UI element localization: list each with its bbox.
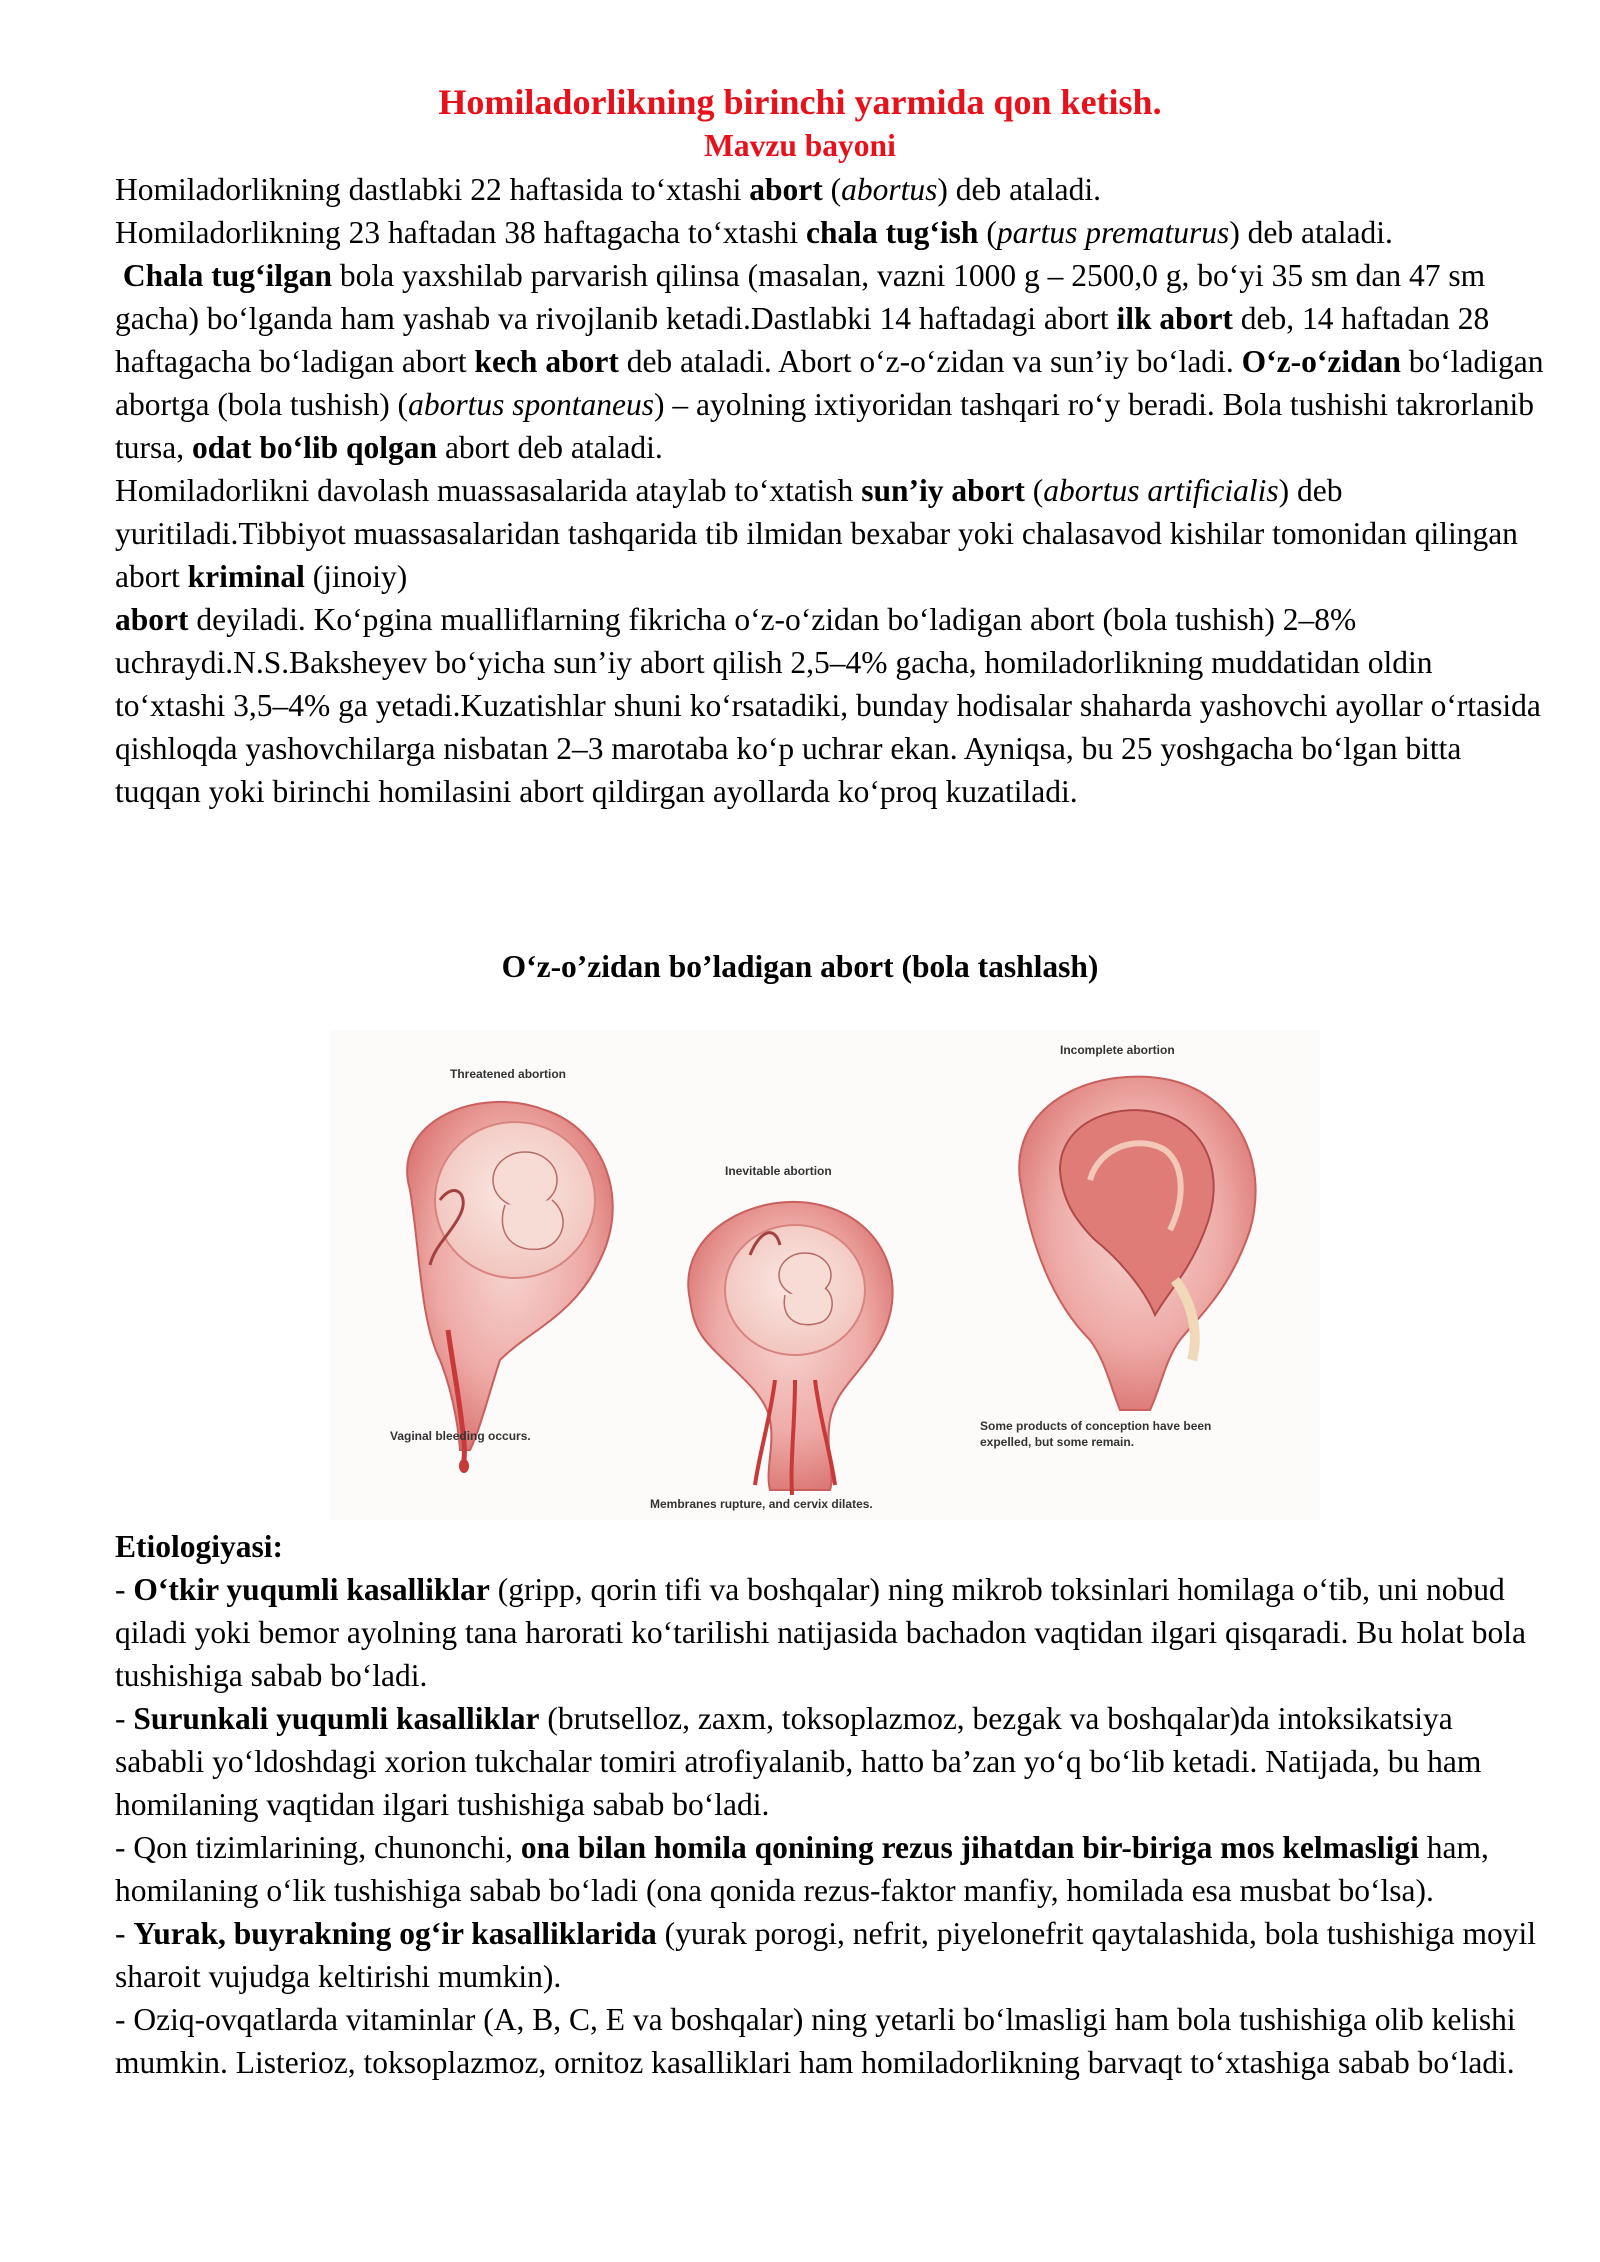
etiology-heading <box>115 1525 1545 1568</box>
text-run: (jinoiy) <box>304 559 408 594</box>
abortion-stages-figure <box>330 1030 1320 1520</box>
text-run: bo‘ladigan abortga (bola tushish) ( <box>115 344 1544 422</box>
text-run: ) deb yuritiladi.Tibbiyot muassasalaridan tashqarida tib ilmidan bexabar yoki chalasavod kishilar tomonidan qilingan abort <box>115 473 1518 594</box>
incomplete-title: Incomplete abortion <box>1060 1043 1175 1057</box>
text-run: - <box>115 1701 134 1736</box>
section-heading: O‘z-o’zidan bo’ladigan abort (bola tashlash) <box>501 949 1099 984</box>
term-otkir-yuqumli: O‘tkir yuqumli kasalliklar <box>133 1572 490 1607</box>
etiology-section <box>115 1525 1545 2084</box>
term-yurak-buyrak: Yurak, buyrakning og‘ir kasalliklarida <box>133 1916 657 1951</box>
paragraph-artificial-abort <box>115 469 1545 598</box>
text-run: Homiladorlikni davolash muassasalarida ataylab to‘xtatish <box>115 473 862 508</box>
fetus-body <box>502 1200 563 1249</box>
text-run: ) – ayolning ixtiyoridan tashqari ro‘y beradi. Bola tushishi takrorlanib tursa, <box>115 387 1535 465</box>
text-run: ham, homilaning o‘lik tushishiga sabab bo‘ladi (ona qonida rezus-faktor manfiy, homilada esa musbat bo‘lsa). <box>115 1830 1489 1908</box>
term-surunkali-yuqumli: Surunkali yuqumli kasalliklar <box>133 1701 540 1736</box>
term-ilk-abort: ilk abort <box>1116 301 1233 336</box>
blood-drop <box>459 1459 469 1473</box>
text-run: deb, 14 haftadan 28 haftagacha bo‘ladigan abort <box>115 301 1490 379</box>
text-run: ( <box>978 215 997 250</box>
text-run: ) deb ataladi. <box>1229 215 1393 250</box>
figure-svg <box>330 1030 1320 1520</box>
incomplete-abortion-panel <box>980 1043 1256 1449</box>
incomplete-caption-line-2: expelled, but some remain. <box>980 1435 1135 1449</box>
inevitable-abortion-panel <box>650 1164 893 1511</box>
paragraph-statistics <box>115 598 1545 813</box>
threatened-abortion-panel <box>390 1067 613 1473</box>
etiology-item-vitamins: - Oziq-ovqatlarda vitaminlar (A, B, C, E va boshqalar) ning yetarli bo‘lmasligi ham bola tushishiga olib kelishi mumkin. Listerioz, toksoplazmoz, ornitoz kasalliklari ham homiladorlikning barvaqt to‘xtashiga sabab bo‘ladi. <box>115 2002 1516 2080</box>
text-run: Homiladorlikning dastlabki 22 haftasida to‘xtashi <box>115 172 750 207</box>
etiology-item-heart-kidney <box>115 1912 1545 1998</box>
term-abort: abort <box>749 172 823 207</box>
term-partus-prematurus: partus prematurus <box>996 215 1230 250</box>
text-run: Homiladorlikning 23 haftadan 38 haftagacha to‘xtashi <box>115 215 807 250</box>
page-title: Homiladorlikning birinchi yarmida qon ketish. <box>438 82 1162 122</box>
text-run: ( <box>822 172 842 207</box>
term-oz-ozidan: O‘z-o‘zidan <box>1241 344 1401 379</box>
text-run: - Qon tizimlarining, chunonchi, <box>115 1830 521 1865</box>
term-chala-tugilgan: Chala tug‘ilgan <box>122 258 333 293</box>
text-run: (brutselloz, zaxm, toksoplazmoz, bezgak va boshqalar)da intoksikatsiya sababli yo‘ldoshdagi xorion tukchalar tomiri atrofiyalanib, hatto ba’zan yo‘q bo‘lib ketadi. Natijada, bu ham homilaning vaqtidan ilgari tushishiga sabab bo‘ladi. <box>115 1701 1482 1822</box>
term-kriminal: kriminal <box>187 559 305 594</box>
term-abortus-artificialis: abortus artificialis <box>1043 473 1279 508</box>
paragraph-premature-birth <box>115 211 1545 254</box>
incomplete-caption-line-1: Some products of conception have been <box>980 1419 1212 1433</box>
text-run: - <box>115 1916 134 1951</box>
term-abortus-spontaneus: abortus spontaneus <box>408 387 654 422</box>
etiology-item-acute-infections <box>115 1568 1545 1697</box>
term-chala-tugish: chala tug‘ish <box>806 215 979 250</box>
etiology-item-chronic-infections <box>115 1697 1545 1826</box>
inevitable-title: Inevitable abortion <box>725 1164 832 1178</box>
paragraph-abort-types <box>115 254 1545 469</box>
text-run: ( <box>1024 473 1044 508</box>
text-run: deb ataladi. Abort o‘z-o‘zidan va sun’iy bo‘ladi. <box>618 344 1242 379</box>
threatened-caption: Vaginal bleeding occurs. <box>390 1429 531 1443</box>
term-suniy-abort: sun’iy abort <box>861 473 1025 508</box>
text-run: bola yaxshilab parvarish qilinsa (masalan, vazni 1000 g – 2500,0 g, bo‘yi 35 sm dan 47 sm gacha) bo‘lganda ham yashab va rivojlanib ketadi.Dastlabki 14 haftadagi abort <box>115 258 1486 336</box>
text-run: (gripp, qorin tifi va boshqalar) ning mikrob toksinlari homilaga o‘tib, uni nobud qiladi yoki bemor ayolning tana harorati ko‘tarilishi natijasida bachadon vaqtidan ilgari qisqaradi. Bu holat bola tushishiga sabab bo‘ladi. <box>115 1572 1526 1693</box>
term-kech-abort: kech abort <box>474 344 619 379</box>
etiology-heading-text: Etiologiyasi: <box>115 1529 284 1564</box>
page-subtitle: Mavzu bayoni <box>704 128 896 163</box>
term-abortus: abortus <box>841 172 938 207</box>
text-run: deyiladi. Ko‘pgina mualliflarning fikricha o‘z-o‘zidan bo‘ladigan abort (bola tushish) 2–8% uchraydi.N.S.Baksheyev bo‘yicha sun’iy abort qilish 2,5–4% gacha, homiladorlikning muddatidan oldin to‘xtashi 3,5–4% ga yetadi.Kuzatishlar shuni ko‘rsatadiki, bunday hodisalar shaharda yashovchi ayollar o‘rtasida qishloqda yashovchilarga nisbatan 2–3 marotaba ko‘p uchrar ekan. Ayniqsa, bu 25 yoshgacha bo‘lgan bitta tuqqan yoki birinchi homilasini abort qildirgan ayollarda ko‘proq kuzatiladi. <box>115 602 1541 809</box>
term-rezus-mos-kelmasligi: ona bilan homila qonining rezus jihatdan bir-biriga mos kelmasligi <box>520 1830 1419 1865</box>
etiology-item-rhesus <box>115 1826 1545 1912</box>
text-run: ) deb ataladi. <box>937 172 1101 207</box>
paragraph-abort-definition <box>115 168 1545 211</box>
inevitable-caption: Membranes rupture, and cervix dilates. <box>650 1497 873 1511</box>
text-run: - <box>115 1572 134 1607</box>
intro-section <box>115 168 1545 813</box>
text-run: abort deb ataladi. <box>437 430 663 465</box>
threatened-title: Threatened abortion <box>450 1067 567 1081</box>
term-abort: abort <box>115 602 189 637</box>
fetus-head <box>493 1152 557 1208</box>
text-run: (yurak porogi, nefrit, piyelonefrit qaytalashida, bola tushishiga moyil sharoit vujudga keltirishi mumkin). <box>115 1916 1536 1994</box>
term-odat-bolib-qolgan: odat bo‘lib qolgan <box>191 430 438 465</box>
